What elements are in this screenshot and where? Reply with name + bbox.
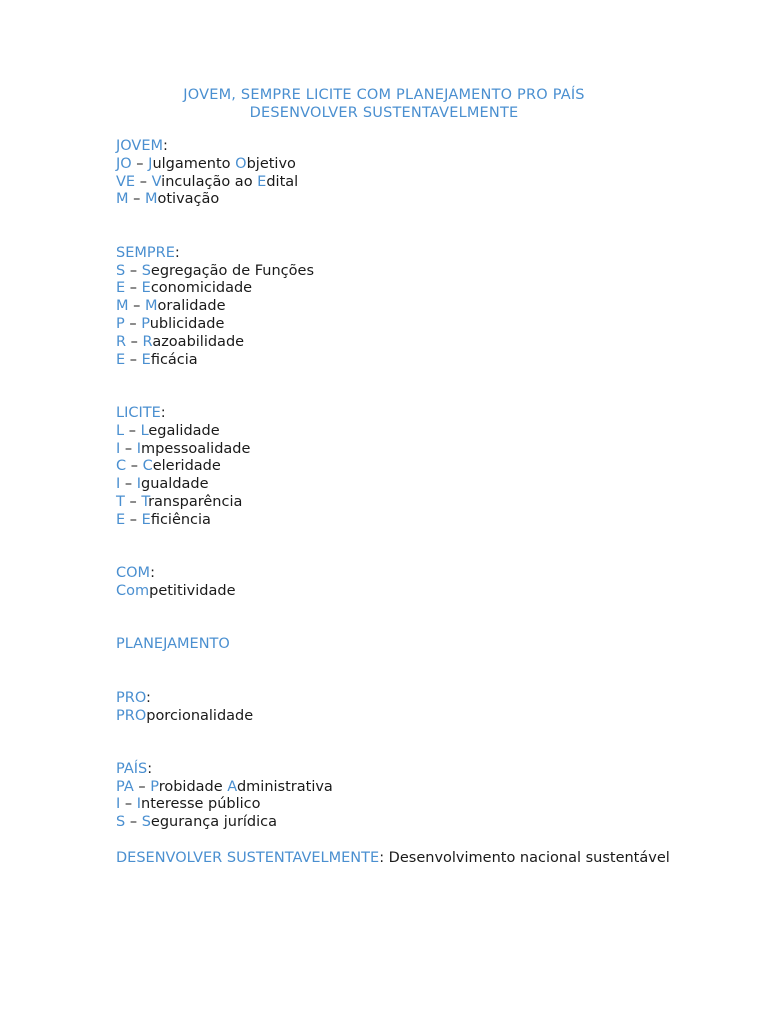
item-highlight: C <box>142 458 153 475</box>
item-separator: – <box>125 511 142 528</box>
item-key: M <box>116 298 129 315</box>
section-heading <box>116 138 676 156</box>
item-key: JO <box>116 155 132 172</box>
item-key: S <box>116 814 126 831</box>
section-heading <box>116 245 676 263</box>
list-item <box>116 476 676 494</box>
item-text: robidade <box>158 778 228 795</box>
item-highlight: P <box>150 778 159 795</box>
section-pro <box>116 690 676 726</box>
list-item <box>116 796 676 814</box>
item-text: ficácia <box>150 351 198 368</box>
item-highlight: M <box>144 191 158 208</box>
item-key: P <box>116 315 125 332</box>
item-separator: – <box>124 315 142 332</box>
section-heading-text: PLANEJAMENTO <box>116 636 230 653</box>
list-item <box>116 352 676 370</box>
section-heading-text: DESENVOLVER SUSTENTAVELMENTE <box>116 849 380 866</box>
list-item <box>116 263 676 281</box>
item-highlight: PRO <box>116 707 147 724</box>
heading-colon: : <box>147 760 153 777</box>
spacer <box>116 654 676 690</box>
item-key: E <box>116 351 126 368</box>
list-item <box>116 298 676 316</box>
section-heading-text: PAÍS <box>116 760 148 777</box>
spacer <box>116 832 676 850</box>
item-text: otivação <box>157 191 220 208</box>
item-separator: – <box>135 173 152 190</box>
section-heading-text: LICITE <box>116 404 161 421</box>
heading-colon: : <box>163 138 168 154</box>
item-highlight: Com <box>116 582 150 599</box>
item-separator: – <box>128 298 145 315</box>
item-key: I <box>116 440 121 457</box>
item-text: conomicidade <box>150 280 253 297</box>
section-sempre <box>116 245 676 370</box>
item-text: ransparência <box>148 493 243 510</box>
list-item <box>116 174 676 192</box>
item-highlight: A <box>227 778 237 795</box>
item-separator: – <box>128 191 145 208</box>
list-item <box>116 779 676 797</box>
list-item <box>116 423 676 441</box>
section-heading <box>116 761 676 779</box>
section-heading <box>116 405 676 423</box>
spacer <box>116 369 676 405</box>
item-separator: – <box>124 422 141 439</box>
item-text: ficiência <box>150 511 211 528</box>
item-text: eleridade <box>152 458 221 475</box>
item-key: E <box>116 280 126 297</box>
item-highlight: J <box>148 155 153 172</box>
item-highlight: O <box>235 155 247 172</box>
spacer <box>116 725 676 761</box>
item-highlight: E <box>141 511 151 528</box>
item-highlight: E <box>257 173 267 190</box>
item-key: T <box>116 493 125 510</box>
item-highlight: I <box>136 796 142 813</box>
item-key: R <box>116 333 127 350</box>
item-separator: – <box>124 493 142 510</box>
item-text: nteresse público <box>141 796 261 813</box>
item-separator: – <box>125 351 142 368</box>
list-item <box>116 814 676 832</box>
item-text: oralidade <box>157 298 226 315</box>
section-com <box>116 565 676 601</box>
item-highlight: T <box>141 493 149 510</box>
list-item <box>116 583 676 601</box>
section-heading-text: SEMPRE <box>116 244 175 261</box>
item-separator: – <box>126 458 143 475</box>
heading-colon: : <box>160 404 166 421</box>
item-key: PA <box>116 778 134 795</box>
list-item <box>116 441 676 459</box>
spacer <box>116 601 676 637</box>
item-text: egregação de Funções <box>150 262 315 279</box>
item-highlight: V <box>151 173 162 190</box>
item-text: azoabilidade <box>152 333 245 350</box>
heading-colon: : <box>174 244 180 261</box>
title-line-2: DESENVOLVER SUSTENTAVELMENTE <box>249 105 519 121</box>
item-text: egurança jurídica <box>150 814 278 831</box>
item-key: S <box>116 262 126 279</box>
list-item <box>116 191 676 209</box>
item-highlight: E <box>141 351 151 368</box>
item-highlight: R <box>142 333 153 350</box>
list-item <box>116 334 676 352</box>
item-key: VE <box>116 173 136 190</box>
section-desenvolver-sustentavelmente <box>116 850 676 868</box>
title-line-1: JOVEM, SEMPRE LICITE COM PLANEJAMENTO PRO PAÍS <box>183 87 585 103</box>
list-item <box>116 512 676 530</box>
acronym-list <box>116 138 676 868</box>
item-text: dital <box>266 173 299 190</box>
section-heading <box>116 690 676 708</box>
item-separator: – <box>120 796 137 813</box>
item-key: M <box>116 191 129 208</box>
section-heading-text: COM <box>116 565 151 582</box>
item-text: porcionalidade <box>146 707 254 724</box>
document-title <box>0 86 768 122</box>
item-text: gualdade <box>141 476 209 493</box>
item-highlight: M <box>144 298 158 315</box>
item-highlight: S <box>141 262 151 279</box>
item-text: Desenvolvimento nacional sustentável <box>384 849 670 866</box>
item-highlight: I <box>136 476 142 493</box>
list-item <box>116 316 676 334</box>
item-text: petitividade <box>149 582 236 599</box>
item-highlight: L <box>140 422 149 439</box>
item-highlight: E <box>141 280 151 297</box>
heading-colon: : <box>150 565 155 582</box>
section-licite <box>116 405 676 530</box>
item-key: E <box>116 511 126 528</box>
list-item <box>116 156 676 174</box>
item-text: egalidade <box>148 422 220 439</box>
item-text: ulgamento <box>152 155 236 172</box>
list-item <box>116 708 676 726</box>
item-separator: – <box>125 814 142 831</box>
item-separator: – <box>125 280 142 297</box>
item-highlight: P <box>141 315 150 332</box>
section-heading-text: PRO <box>116 689 146 706</box>
item-text: ublicidade <box>149 315 225 332</box>
item-separator: – <box>120 476 137 493</box>
section-heading-text: JOVEM <box>116 138 164 154</box>
section-heading <box>116 636 676 654</box>
item-highlight: I <box>136 440 142 457</box>
item-text: mpessoalidade <box>141 440 251 457</box>
item-text: bjetivo <box>246 155 296 172</box>
item-separator: – <box>125 262 142 279</box>
item-separator: – <box>133 778 151 795</box>
item-key: I <box>116 796 121 813</box>
item-text: dministrativa <box>236 778 333 795</box>
item-highlight: S <box>141 814 151 831</box>
item-separator: – <box>120 440 137 457</box>
section-país <box>116 761 676 832</box>
item-key: C <box>116 458 127 475</box>
item-key: L <box>116 422 125 439</box>
section-heading <box>116 565 676 583</box>
section-planejamento <box>116 636 676 654</box>
item-separator: – <box>126 333 143 350</box>
section-jovem <box>116 138 676 209</box>
list-item <box>116 280 676 298</box>
spacer <box>116 209 676 245</box>
heading-colon: : <box>379 849 385 866</box>
list-item <box>116 458 676 476</box>
item-separator: – <box>131 155 149 172</box>
spacer <box>116 530 676 566</box>
list-item <box>116 494 676 512</box>
item-text: inculação ao <box>161 173 258 190</box>
heading-colon: : <box>145 689 151 706</box>
item-key: I <box>116 476 121 493</box>
